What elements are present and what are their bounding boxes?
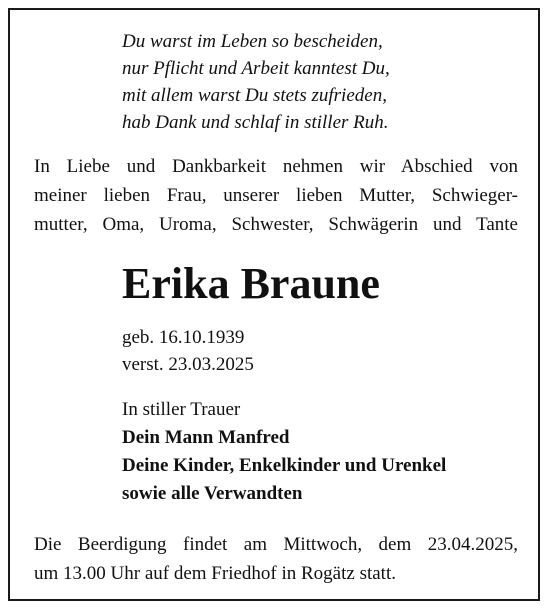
mourners-block xyxy=(122,396,446,508)
intro-line: meiner lieben Frau, unserer lieben Mutter, Schwieger- xyxy=(34,185,518,206)
intro-paragraph xyxy=(34,152,518,239)
poem xyxy=(122,28,432,136)
funeral-line: um 13.00 Uhr auf dem Friedhof in Rogätz statt. xyxy=(34,563,396,584)
intro-line: In Liebe und Dankbarkeit nehmen wir Abschied von xyxy=(34,156,518,177)
intro-line: mutter, Oma, Uroma, Schwester, Schwägerin und Tante xyxy=(34,214,518,235)
funeral-notice xyxy=(34,530,518,588)
poem-line: mit allem warst Du stets zufrieden, xyxy=(122,85,387,106)
mourner-line: Dein Mann Manfred xyxy=(122,427,290,448)
poem-line: nur Pflicht und Arbeit kanntest Du, xyxy=(122,58,390,79)
mourners-heading: In stiller Trauer xyxy=(122,399,241,420)
funeral-line: Die Beerdigung findet am Mittwoch, dem 23.04.2025, xyxy=(34,534,518,555)
poem-line: Du warst im Leben so bescheiden, xyxy=(122,31,383,52)
poem-line: hab Dank und schlaf in stiller Ruh. xyxy=(122,112,389,133)
mourner-line: sowie alle Verwandten xyxy=(122,483,303,504)
deceased-name: Erika Braune xyxy=(122,259,380,308)
birth-date: geb. 16.10.1939 xyxy=(122,327,245,348)
death-date: verst. 23.03.2025 xyxy=(122,354,254,375)
mourner-line: Deine Kinder, Enkelkinder und Urenkel xyxy=(122,455,447,476)
life-dates xyxy=(122,324,254,378)
